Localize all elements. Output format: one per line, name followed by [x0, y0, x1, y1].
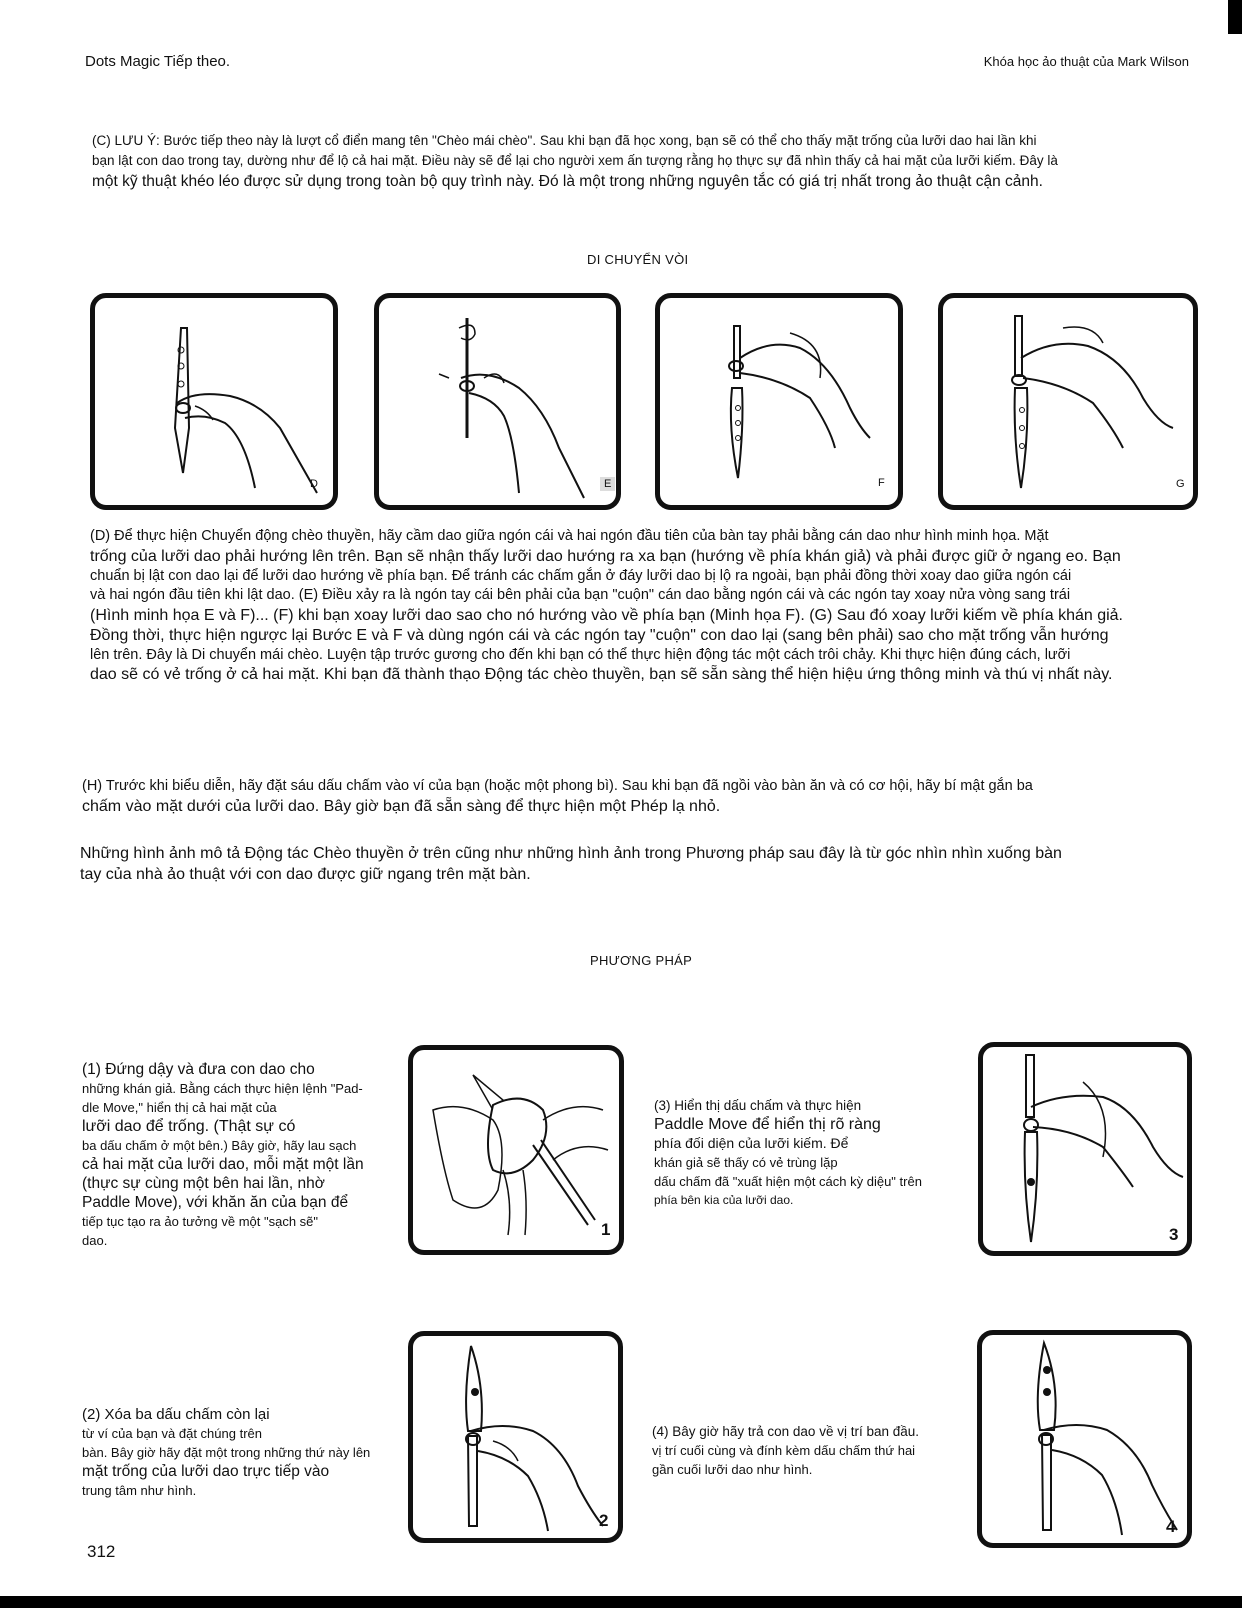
- step-1-line: Paddle Move), với khăn ăn của bạn để: [82, 1194, 349, 1211]
- step-2-line: bàn. Bây giờ hãy đặt một trong những thứ này lên: [82, 1445, 371, 1460]
- step-1-line: những khán giả. Bằng cách thực hiện lệnh "Pad-: [82, 1081, 363, 1096]
- method-figure-2-illustration: [413, 1336, 618, 1538]
- paragraph-d-line: và hai ngón đầu tiên khi lật dao. (E) Điều xảy ra là ngón tay cái bên phải của bạn "cuộn" cán dao bằng ngón cái và các ngón tay xoay nửa vòng sang trái: [90, 587, 1071, 603]
- step-3-line: (3) Hiển thị dấu chấm và thực hiện: [654, 1098, 862, 1113]
- method-figure-1: [408, 1045, 624, 1255]
- section-title-paddle-move: DI CHUYỂN VÒI: [587, 252, 689, 267]
- method-figure-3-illustration: [983, 1047, 1187, 1251]
- step-1-line: lưỡi dao để trống. (Thật sự có: [82, 1118, 296, 1135]
- step-1-line: ba dấu chấm ở một bên.) Bây giờ, hãy lau sạch: [82, 1138, 357, 1153]
- step-4-line: gần cuối lưỡi dao như hình.: [652, 1462, 813, 1477]
- figure-e: [374, 293, 621, 510]
- figure-e-illustration: [379, 298, 618, 507]
- method-figure-2-label: 2: [599, 1511, 609, 1530]
- page-edge-mark: [1228, 0, 1242, 34]
- step-3-line: dấu chấm đã "xuất hiện một cách kỳ diệu" trên: [654, 1174, 922, 1189]
- step-3-line: Paddle Move để hiển thị rõ ràng: [654, 1116, 881, 1133]
- figure-d-illustration: [95, 298, 335, 507]
- paragraph-d-line: chuẩn bị lật con dao lại để lưỡi dao hướng về phía bạn. Để tránh các chấm gắn ở đáy lưỡi dao bị lộ ra ngoài, bạn phải đồng thời xoay dao giữa ngón cái: [90, 567, 1072, 584]
- page-number: 312: [87, 1542, 116, 1561]
- paragraph-h-line: chấm vào mặt dưới của lưỡi dao. Bây giờ bạn đã sẵn sàng để thực hiện một Phép lạ nhỏ.: [82, 798, 721, 815]
- header-right: Khóa học ảo thuật của Mark Wilson: [983, 54, 1189, 69]
- step-4-line: vị trí cuối cùng và đính kèm dấu chấm thứ hai: [652, 1443, 916, 1458]
- paragraph-d-line: trống của lưỡi dao phải hướng lên trên. Bạn sẽ nhận thấy lưỡi dao hướng ra xa bạn (hướng về phía khán giả) và phải được giữ ở ngang eo. Bạn: [90, 547, 1121, 565]
- figure-g-illustration: [943, 298, 1195, 507]
- method-figure-4-label: 4: [1166, 1517, 1176, 1536]
- method-figure-4-illustration: [982, 1335, 1187, 1543]
- figure-f: [655, 293, 903, 510]
- figure-f-illustration: [660, 298, 900, 507]
- paragraph-d: [90, 527, 1190, 685]
- paragraph-viewpoint: [80, 843, 1180, 885]
- method-step-2: [82, 1405, 412, 1500]
- method-step-4: [652, 1422, 982, 1479]
- paragraph-d-line: (Hình minh họa E và F)... (F) khi bạn xoay lưỡi dao sao cho nó hướng vào về phía bạn (Minh họa F). (G) Sau đó xoay lưỡi kiếm về phía khán giả.: [90, 606, 1123, 624]
- figure-g: [938, 293, 1198, 510]
- paragraph-d-line: Đồng thời, thực hiện ngược lại Bước E và F và dùng ngón cái và các ngón tay "cuộn" con dao lại (sang bên phải) sao cho mặt trống vẫn hướng: [90, 626, 1109, 644]
- figure-f-label: F: [878, 477, 885, 489]
- paragraph-viewpoint-line: tay của nhà ảo thuật với con dao được giữ ngang trên mặt bàn.: [80, 866, 531, 883]
- step-3-line: khán giả sẽ thấy có vẻ trùng lặp: [654, 1155, 838, 1170]
- section-title-method: PHƯƠNG PHÁP: [590, 953, 693, 968]
- figure-d: [90, 293, 338, 510]
- note-c-line: bạn lật con dao trong tay, dường như để lộ cả hai mặt. Điều này sẽ để lại cho người xem ấn tượng rằng họ thực sự đã nhìn thấy cả hai mặt của lưỡi kiếm. Đây là: [92, 153, 1058, 168]
- paragraph-d-line: (D) Để thực hiện Chuyển động chèo thuyền, hãy cầm dao giữa ngón cái và hai ngón đầu tiên của bàn tay phải bằng cán dao như hình minh họa. Mặt: [90, 528, 1049, 544]
- figure-d-label: D: [310, 478, 318, 490]
- step-2-line: mặt trống của lưỡi dao trực tiếp vào: [82, 1463, 330, 1480]
- page-bottom-edge: [0, 1596, 1242, 1608]
- paragraph-h-line: (H) Trước khi biểu diễn, hãy đặt sáu dấu chấm vào ví của bạn (hoặc một phong bì). Sau khi bạn đã ngồi vào bàn ăn và có cơ hội, hãy bí mật gắn ba: [82, 778, 1033, 794]
- method-step-1: [82, 1060, 402, 1250]
- step-2-line: từ ví của bạn và đặt chúng trên: [82, 1426, 262, 1441]
- note-c-line: (C) LƯU Ý: Bước tiếp theo này là lượt cổ điển mang tên "Chèo mái chèo". Sau khi bạn đã học xong, bạn sẽ có thể cho thấy mặt trống của lưỡi dao hai lần khi: [92, 133, 1037, 148]
- method-figure-1-illustration: [413, 1050, 619, 1250]
- step-3-line: phía bên kia của lưỡi dao.: [654, 1193, 794, 1207]
- paragraph-viewpoint-line: Những hình ảnh mô tả Động tác Chèo thuyền ở trên cũng như những hình ảnh trong Phương pháp sau đây là từ góc nhìn nhìn xuống bàn: [80, 845, 1062, 862]
- step-1-line: tiếp tục tạo ra ảo tưởng về một "sạch sẽ": [82, 1214, 319, 1229]
- note-c-line: một kỹ thuật khéo léo được sử dụng trong toàn bộ quy trình này. Đó là một trong những nguyên tắc có giá trị nhất trong ảo thuật cận cảnh.: [92, 173, 1043, 190]
- step-1-line: dle Move," hiển thị cả hai mặt của: [82, 1100, 277, 1115]
- figure-e-label: E: [600, 477, 615, 491]
- figure-g-label: G: [1176, 478, 1185, 490]
- step-4-line: (4) Bây giờ hãy trả con dao về vị trí ban đầu.: [652, 1424, 919, 1439]
- method-figure-4: [977, 1330, 1192, 1548]
- step-1-line: dao.: [82, 1233, 108, 1248]
- method-step-3: [654, 1096, 974, 1210]
- step-1-line: cả hai mặt của lưỡi dao, mỗi mặt một lần: [82, 1156, 364, 1173]
- paragraph-h: [82, 776, 1182, 817]
- step-1-line: (thực sự cùng một bên hai lần, nhờ: [82, 1175, 325, 1192]
- header-left: Dots Magic Tiếp theo.: [85, 53, 231, 70]
- method-figure-1-label: 1: [601, 1220, 611, 1239]
- note-c: [92, 131, 1192, 192]
- step-3-line: phía đối diện của lưỡi kiếm. Để: [654, 1135, 849, 1151]
- step-1-line: (1) Đứng dậy và đưa con dao cho: [82, 1061, 315, 1078]
- paragraph-d-line: dao sẽ có vẻ trống ở cả hai mặt. Khi bạn đã thành thạo Động tác chèo thuyền, bạn sẽ sẵn sàng thể hiện hiệu ứng thông minh và thú vị nhất này.: [90, 666, 1113, 683]
- method-figure-3-label: 3: [1169, 1225, 1179, 1244]
- method-figure-3: [978, 1042, 1192, 1256]
- step-2-line: trung tâm như hình.: [82, 1483, 197, 1498]
- step-2-line: (2) Xóa ba dấu chấm còn lại: [82, 1406, 270, 1423]
- paragraph-d-line: lên trên. Đây là Di chuyển mái chèo. Luyện tập trước gương cho đến khi bạn có thể thực hiện động tác một cách trôi chảy. Khi thực hiện đúng cách, lưỡi: [90, 646, 1071, 663]
- method-figure-2: [408, 1331, 623, 1543]
